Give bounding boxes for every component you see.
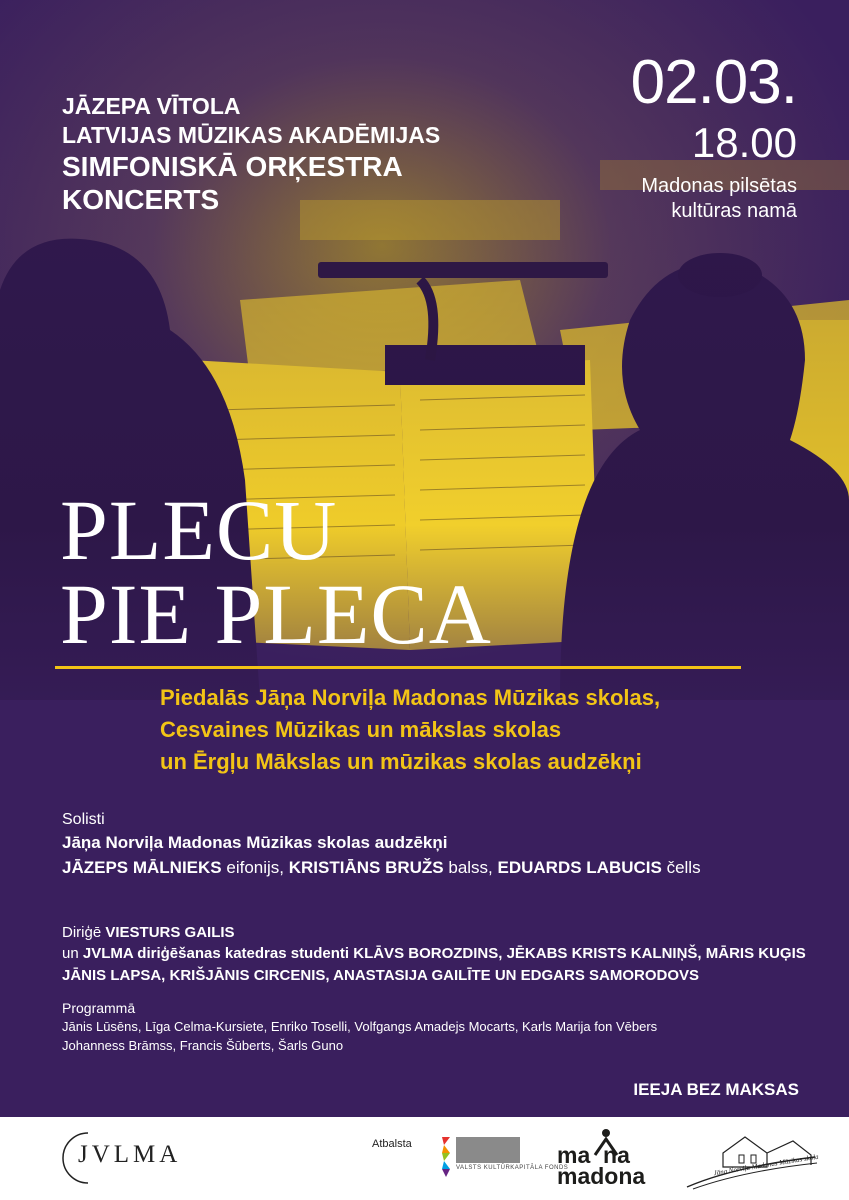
event-venue bbox=[631, 174, 797, 224]
vkkf-logo bbox=[440, 1135, 569, 1183]
header-line-3: SIMFONISKĀ ORĶESTRA bbox=[62, 150, 403, 182]
madona-logo-line-2: madona bbox=[557, 1162, 646, 1189]
event-time: 18.00 bbox=[691, 119, 797, 166]
music-school-logo-text: Jāņa Norviļa Madonas Mūzikas skola bbox=[713, 1152, 820, 1178]
event-info bbox=[630, 48, 797, 224]
support-label: Atbalsta bbox=[372, 1138, 412, 1150]
participants-line-3: un Ērgļu Mākslas un mūzikas skolas audzēkņi bbox=[160, 748, 642, 774]
soloist-name: JĀZEPS MĀLNIEKS bbox=[62, 857, 222, 877]
soloists-block bbox=[62, 808, 701, 880]
students-line-2 bbox=[62, 965, 806, 986]
soloists-subtitle: Jāņa Norviļa Madonas Mūzikas skolas audzēkņi bbox=[62, 833, 448, 853]
soloist-name: EDUARDS LABUCIS bbox=[497, 857, 662, 877]
program-line-1: Jānis Lūsēns, Līga Celma-Kursiete, Enriko Toselli, Volfgangs Amadejs Mocarts, Karls Marija fon Vēbers bbox=[62, 1019, 658, 1035]
madona-logo-text bbox=[557, 1142, 646, 1189]
conductor-block bbox=[62, 922, 806, 986]
students-label: JVLMA diriģēšanas katedras studenti bbox=[82, 945, 350, 963]
title-line-1: PLECU bbox=[60, 482, 338, 578]
soloists-label: Solisti bbox=[62, 811, 105, 828]
header-line-1: JĀZEPA VĪTOLA bbox=[62, 93, 241, 119]
soloists-list bbox=[62, 856, 701, 881]
header-line-2: LATVIJAS MŪZIKAS AKADĒMIJAS bbox=[62, 121, 441, 148]
students-prefix: un bbox=[62, 945, 83, 963]
conductor-line bbox=[62, 922, 806, 943]
jvlma-logo bbox=[62, 1129, 192, 1187]
venue-line-1: Madonas pilsētas bbox=[641, 175, 797, 198]
students-names-1: KLĀVS BOROZDINS, JĒKABS KRISTS KALNIŅŠ, MĀRIS KUĢIS bbox=[349, 945, 806, 963]
students-line-1 bbox=[62, 943, 806, 964]
jvlma-logo-text: JVLMA bbox=[78, 1141, 182, 1168]
soloist-role: čells bbox=[661, 857, 701, 877]
event-date: 02.03. bbox=[630, 48, 797, 117]
title-line-2: PIE PLECA bbox=[60, 566, 492, 663]
conductor-prefix: Diriģē bbox=[62, 924, 106, 941]
participants-line-2: Cesvaines Mūzikas un mākslas skolas bbox=[160, 716, 562, 742]
soloist-role: eifonijs, bbox=[221, 857, 289, 877]
program-block bbox=[62, 998, 657, 1056]
vkkf-mark-icon bbox=[440, 1135, 522, 1183]
soloist-role: balss, bbox=[443, 857, 498, 877]
vkkf-logo-text: VALSTS KULTŪRKAPITĀLA FONDS bbox=[456, 1165, 569, 1171]
conductor-name: VIESTURS GAILIS bbox=[105, 924, 235, 941]
free-entry-note: IEEJA BEZ MAKSAS bbox=[633, 1080, 799, 1099]
venue-line-2: kultūras namā bbox=[671, 200, 797, 223]
participants-block bbox=[160, 682, 660, 778]
sponsor-footer bbox=[0, 1117, 849, 1200]
participants-line-1: Piedalās Jāņa Norviļa Madonas Mūzikas skolas, bbox=[160, 685, 661, 710]
concert-title bbox=[60, 482, 492, 663]
soloist-name: KRISTIĀNS BRUŽS bbox=[288, 857, 444, 877]
header-line-4: KONCERTS bbox=[62, 184, 220, 216]
program-label: Programmā bbox=[62, 1000, 136, 1016]
header-block bbox=[62, 92, 440, 217]
madona-logo bbox=[557, 1131, 661, 1189]
title-divider bbox=[55, 666, 741, 669]
program-line-2: Johanness Brāmss, Francis Šūberts, Šarls Guno bbox=[62, 1038, 344, 1054]
students-names-2: JĀNIS LAPSA, KRIŠJĀNIS CIRCENIS, ANASTASIJA GAILĪTE UN EDGARS SAMORODOVS bbox=[62, 966, 700, 984]
madona-logo-line-1: ma na bbox=[557, 1142, 630, 1168]
music-school-logo bbox=[683, 1127, 819, 1191]
